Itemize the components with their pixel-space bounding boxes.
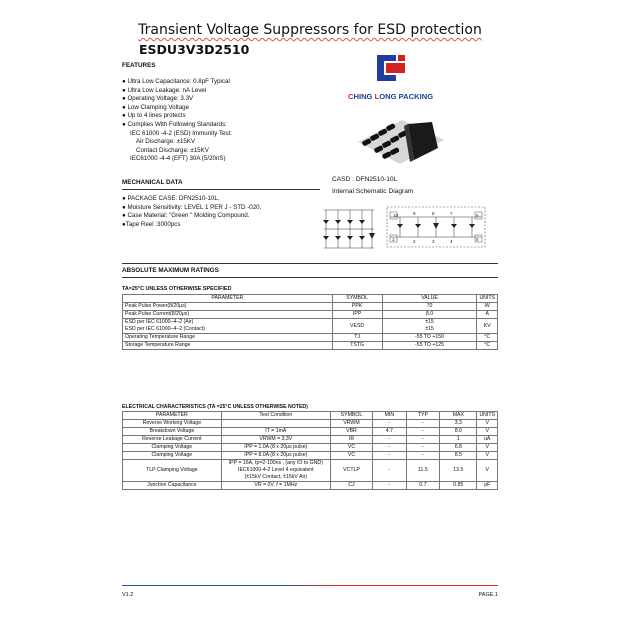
table-cell: - [373,420,407,428]
table-cell: IR [330,436,372,444]
table-cell: °C [477,342,498,350]
table-cell: 13.5 [440,460,477,482]
tlp-condition-line: (±15kV Contact, ±15kV Air) [244,474,308,480]
part-number: ESDU3V3D2510 [139,42,250,57]
table-row [123,436,498,444]
table-cell [221,420,330,428]
elec-heading: ELECTRICAL CHARACTERISTICS (TA =25°C UNLESS OTHERWISE NOTED) [122,404,308,410]
feature-item: ● Up to 4 lines protects [122,112,186,120]
table-cell: VRWM = 3.3V [221,436,330,444]
feature-item: ● Low Clamping Voltage [122,103,190,111]
table-cell: - [406,420,440,428]
abs-max-divider-bottom [122,277,498,278]
company-logo [374,52,408,84]
footer-version: V1.2 [122,592,134,598]
column-header: UNITS [477,412,498,420]
table-cell: - [406,444,440,452]
table-cell: °C [477,334,498,342]
table-cell: TLP Clamping Voltage [123,460,222,482]
table-cell [382,319,477,334]
table-cell: 1 [440,436,477,444]
schematic-pin-top-9: 9 [413,211,416,216]
table-cell: VC [330,444,372,452]
schematic-pin-bottom-2: 2 [413,239,416,244]
table-cell [221,460,330,482]
features-heading: FEATURES [122,62,156,69]
table-cell: - [406,452,440,460]
table-row [123,342,498,350]
table-cell: Clamping Voltage [123,452,222,460]
esd-contact-param: ESD per IEC 61000–4–2 (Contact) [125,326,205,332]
table-cell: IPP = 8.0A (8 x 20μs pulse) [221,452,330,460]
table-header-row [123,295,498,303]
feature-item: ● Ultra Low Leakage: nA Level [122,86,207,94]
table-cell: IPP [332,311,382,319]
abs-max-subheading: TA=25°C UNLESS OTHERWISE SPECIFIED [122,286,232,292]
table-cell: TJ [332,334,382,342]
table-cell: 4.7 [373,428,407,436]
table-cell: -55 TO +125 [382,342,477,350]
feature-item: IEC61000 -4-4 (EFT) 30A (5/20nS) [130,155,226,163]
abs-max-heading: ABSOLUTE MAXIMUM RATINGS [122,267,219,274]
table-cell: VBR [330,428,372,436]
table-cell: Junction Capacitance [123,482,222,490]
table-cell: - [373,482,407,490]
table-cell: KV [477,319,498,334]
mechanical-heading: MECHANICAL DATA [122,179,183,186]
table-cell: TSTG [332,342,382,350]
table-cell: Peak Pulse Power(8/20μs) [123,303,333,311]
table-cell: VC [330,452,372,460]
abs-max-table [122,294,498,350]
package-image [352,114,448,170]
company-name: CHING LONG PACKING [348,92,434,101]
table-cell: - [373,436,407,444]
mechanical-divider [122,189,320,190]
column-header: MAX [440,412,477,420]
column-header: VALUE [382,295,477,303]
table-cell: VESD [332,319,382,334]
table-cell: - [406,436,440,444]
table-cell: 11.5 [406,460,440,482]
table-cell: uA [477,436,498,444]
schematic-pin-bottom-3: 3 [432,239,435,244]
column-header: PARAMETER [123,412,222,420]
table-cell: Clamping Voltage [123,444,222,452]
mechanical-list [122,195,261,229]
mechanical-item: ● Moisture Sensitivity: LEVEL 1 PER J - STD -020. [122,203,262,211]
table-cell: VRWM [330,420,372,428]
mechanical-item: ●Tape Reel :3000pcs [122,220,181,228]
table-cell: W [477,303,498,311]
pin-diagram [318,200,378,258]
schematic-pin-top-6: 6 [476,213,479,218]
tlp-condition-line: IPP = 16A, tp=2-100ns , (any IO to GND) [228,460,323,466]
table-cell: 8.5 [440,452,477,460]
table-cell: IPP = 1.0A (8 x 20μs pulse) [221,444,330,452]
table-cell: Peak Pulse Current(8/20μs) [123,311,333,319]
table-row [123,319,498,334]
table-cell: Breakdown Voltage [123,428,222,436]
table-cell: 70 [382,303,477,311]
table-cell: 8.0 [382,311,477,319]
column-header: SYMBOL [332,295,382,303]
abs-max-divider-top [122,263,498,264]
table-cell: -55 TO +150 [382,334,477,342]
table-cell: CJ [330,482,372,490]
feature-item: Air Discharge: ±15KV [136,138,196,146]
table-cell: 0.85 [440,482,477,490]
table-row [123,420,498,428]
column-header: MIN [373,412,407,420]
features-list [122,78,232,164]
internal-schematic-diagram [386,206,486,248]
table-cell: A [477,311,498,319]
feature-item: ● Ultra Low Capacitance: 0.8pF Typical [122,78,230,85]
column-header: TYP [406,412,440,420]
table-cell: pF [477,482,498,490]
mechanical-item: ● PACKAGE CASE: DFN2510-10L. [122,195,220,202]
feature-item: Contact Discharge: ±15KV [136,146,209,154]
table-row [123,444,498,452]
table-cell: 3.3 [440,420,477,428]
table-row [123,334,498,342]
table-cell: Operating Temperature Range [123,334,333,342]
table-row [123,428,498,436]
table-header-row [123,412,498,420]
footer-page: PAGE.1 [478,592,498,598]
schematic-pin-top-7: 7 [450,211,453,216]
table-cell: - [373,452,407,460]
elec-table [122,411,498,490]
column-header: SYMBOL [330,412,372,420]
mechanical-item: ● Case Material: "Green " Molding Compound. [122,212,250,219]
table-cell: V [477,420,498,428]
table-cell: Reverse Leakage Current [123,436,222,444]
esd-contact-value: ±15 [425,326,434,332]
column-header: PARAMETER [123,295,333,303]
column-header: UNITS [477,295,498,303]
table-cell: 0.7 [406,482,440,490]
esd-air-value: ±15 [425,319,434,325]
schematic-pin-top-8: 8 [432,211,435,216]
table-cell: V [477,452,498,460]
table-cell: - [373,444,407,452]
schematic-label: Internal Schematic Diagram [332,188,414,195]
table-cell [123,319,333,334]
schematic-pin-bottom-4: 4 [450,239,453,244]
feature-item: IEC 61000 -4-2 (ESD) Immunity Test: [130,129,233,137]
table-cell: Reverse Working Voltage [123,420,222,428]
table-cell: V [477,444,498,452]
table-cell: IT = 1mA [221,428,330,436]
table-cell: V [477,460,498,482]
table-cell: - [406,428,440,436]
table-row [123,460,498,482]
table-cell: 8.0 [440,428,477,436]
column-header: Test Condition [221,412,330,420]
schematic-pin-bottom-1: 1 [392,237,395,242]
schematic-pin-top-10: 10 [393,213,399,218]
feature-item: ● Complies With Following Standards: [122,120,227,128]
schematic-pin-bottom-5: 5 [476,237,479,242]
table-row [123,303,498,311]
table-cell: PPK [332,303,382,311]
table-row [123,452,498,460]
feature-item: ● Operating Voltage: 3.3V [122,95,194,103]
document-title: Transient Voltage Suppressors for ESD protection [138,22,482,38]
table-cell: - [373,460,407,482]
table-cell: V [477,428,498,436]
table-row [123,311,498,319]
table-cell: VCTLP [330,460,372,482]
table-cell: 6.8 [440,444,477,452]
table-row [123,482,498,490]
table-cell: VR = 0V, f = 1MHz [221,482,330,490]
esd-air-param: ESD per IEC 61000–4–2 (Air) [125,319,194,325]
table-cell: Storage Temperature Range [123,342,333,350]
package-label: CASD : DFN2510-10L [332,176,398,183]
footer-rule [122,585,498,586]
tlp-condition-line: IEC61000-4-2 Level 4 equivalent [238,467,314,473]
